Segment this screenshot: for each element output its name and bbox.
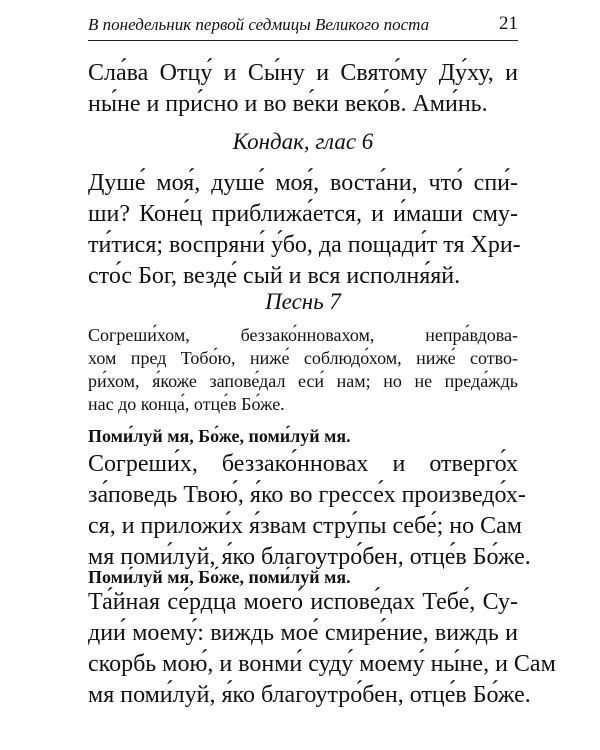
kontakion-line: Душе́ моя́, душе́ моя́, воста́ни, что́ спи́-	[88, 170, 518, 196]
kontakion-text	[88, 168, 521, 292]
irmos-line: ри́хом, я́коже запове́дал еси́ нам; но не преда́ждь	[88, 371, 518, 391]
troparion-line: Согреши́х, беззако́нновах и отверго́х	[88, 451, 518, 477]
kontakion-line: ши? Коне́ц приближа́ется, и и́маши сму-	[88, 201, 518, 227]
doxology-line: Сла́ва Отцу́ и Сы́ну и Свято́му Ду́ху, и	[88, 60, 518, 86]
troparion-line: скорбь мою́, и вонми́ суду́ моему́ ны́не, и Сам	[88, 651, 556, 677]
refrain: Поми́луй мя, Бо́же, поми́луй мя.	[88, 426, 351, 446]
doxology-line: ны́не и при́сно и во ве́ки веко́в. Ами́нь.	[88, 91, 488, 117]
refrain: Поми́луй мя, Бо́же, поми́луй мя.	[88, 567, 351, 587]
troparion-text	[88, 587, 556, 711]
troparion-line: мя поми́луй, я́ко благоутро́бен, отце́в Бо́же.	[88, 682, 531, 708]
running-header	[88, 10, 518, 41]
kontakion-heading: Кондак, глас 6	[232, 129, 374, 154]
troparion-line: ся, и приложи́х я́звам стру́пы себе́; но Сам	[88, 513, 522, 539]
header-title: В понедельник первой седмицы Великого поста	[88, 15, 430, 34]
irmos-line: нас до конца́, отце́в Бо́же.	[88, 394, 285, 414]
kontakion-line: ти́тися; воспряни́ у́бо, да пощади́т тя Хри-	[88, 232, 521, 258]
page-number: 21	[499, 13, 518, 34]
troparion-text	[88, 449, 531, 573]
irmos-text	[88, 324, 518, 416]
troparion-line: мя поми́луй, я́ко благоутро́бен, отце́в Бо́же.	[88, 544, 531, 570]
irmos-line: Согреши́хом, беззако́нновахом, непра́вдова-	[88, 325, 518, 345]
doxology	[88, 58, 518, 120]
ode-heading: Песнь 7	[265, 289, 341, 314]
irmos-line: хом пред Тобо́ю, ниже́ соблюдо́хом, ниже́ сотво-	[88, 348, 518, 368]
kontakion-line: сто́с Бог, везде́ сый и вся исполня́яй.	[88, 263, 461, 289]
troparion-line: дии́ моему́: виждь мое́ смире́ние, виждь и	[88, 620, 518, 646]
troparion-line: Та́йная се́рдца моего́ испове́дах Тебе́, Су-	[88, 589, 518, 615]
troparion-line: за́поведь Твою́, я́ко во грессе́х произведо́х-	[88, 482, 526, 508]
